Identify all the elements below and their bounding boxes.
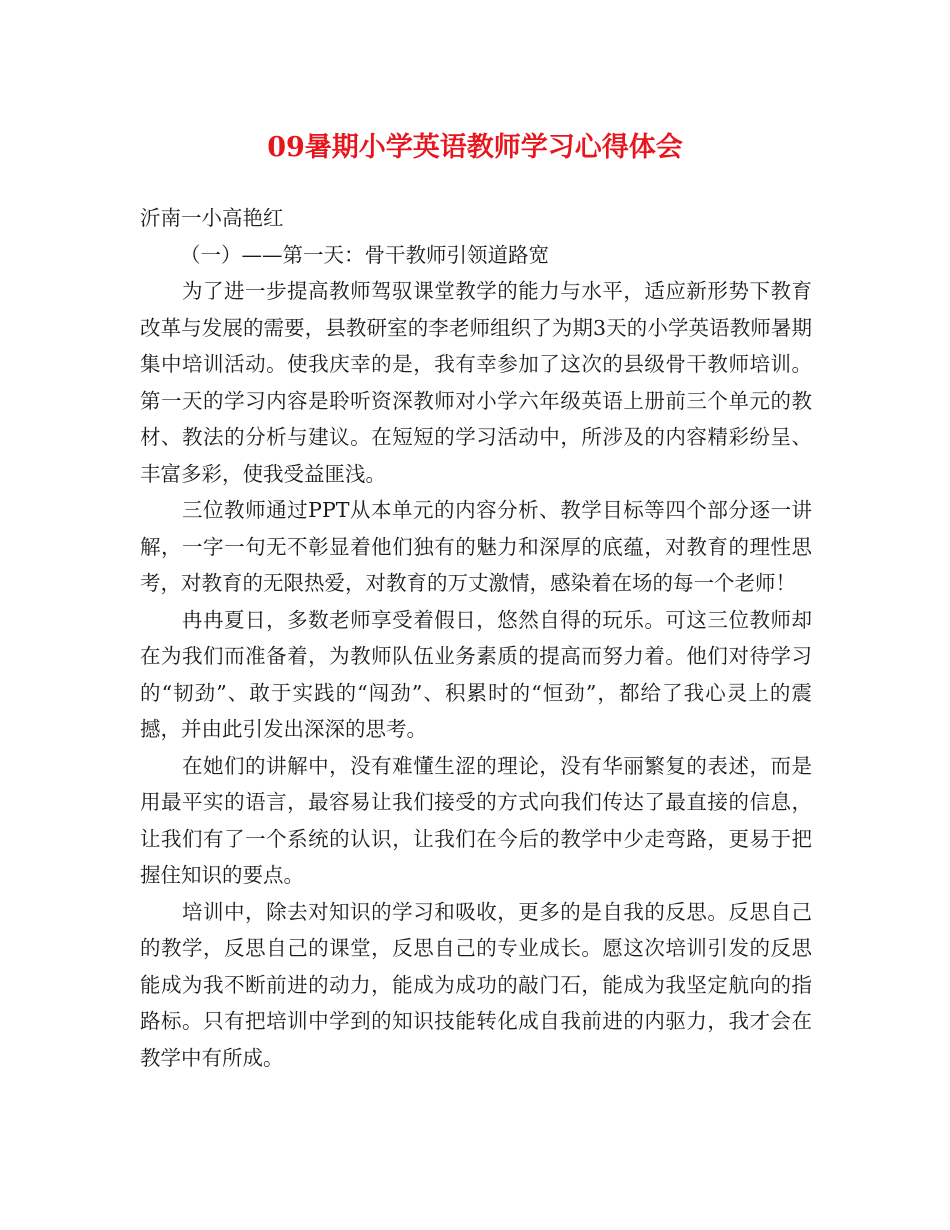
paragraph-4: 在她们的讲解中，没有难懂生涩的理论，没有华丽繁复的表述，而是用最平实的语言，最容易让我们接受的方式向我们传达了最直接的信息，让我们有了一个系统的认识，让我们在今后的教学中少走弯路，更易于把握住知识的要点。 — [140, 753, 812, 887]
document-title: 09暑期小学英语教师学习心得体会 — [267, 132, 683, 163]
paragraph-2: 三位教师通过PPT从本单元的内容分析、教学目标等四个部分逐一讲解，一字一句无不彰显着他们独有的魅力和深厚的底蕴，对教育的理性思考，对教育的无限热爱，对教育的万丈激情，感染着在场的每一个老师！ — [140, 498, 812, 595]
paragraph-1: 为了进一步提高教师驾驭课堂教学的能力与水平，适应新形势下教育改革与发展的需要，县教研室的李老师组织了为期3天的小学英语教师暑期集中培训活动。使我庆幸的是，我有幸参加了这次的县级骨干教师培训。第一天的学习内容是聆听资深教师对小学六年级英语上册前三个单元的教材、教法的分析与建议。在短短的学习活动中，所涉及的内容精彩纷呈、丰富多彩，使我受益匪浅。 — [140, 279, 812, 486]
section-heading: （一）——第一天：骨干教师引领道路宽 — [180, 242, 549, 267]
paragraph-3: 冉冉夏日，多数老师享受着假日，悠然自得的玩乐。可这三位教师却在为我们而准备着，为教师队伍业务素质的提高而努力着。他们对待学习的“韧劲”、敢于实践的“闯劲”、积累时的“恒劲”，都给了我心灵上的震撼，并由此引发出深深的思考。 — [140, 607, 812, 741]
document-body — [140, 200, 812, 1076]
author-line: 沂南一小高艳红 — [140, 206, 284, 230]
paragraph-5: 培训中，除去对知识的学习和吸收，更多的是自我的反思。反思自己的教学，反思自己的课堂，反思自己的专业成长。愿这次培训引发的反思能成为我不断前进的动力，能成为成功的敲门石，能成为我坚定航向的指路标。只有把培训中学到的知识技能转化成自我前进的内驱力，我才会在教学中有所成。 — [140, 899, 812, 1070]
